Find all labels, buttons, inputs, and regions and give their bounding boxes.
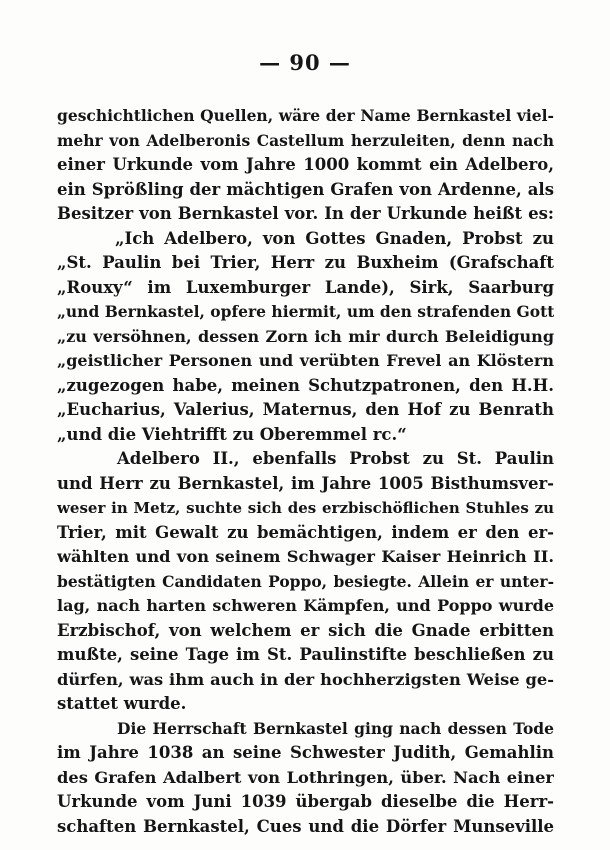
text-line: ein Sprößling der mächtigen Grafen von Ardenne, als [57, 179, 554, 199]
text-line: schaften Bernkastel, Cues und die Dörfer Munseville [57, 816, 554, 836]
text-line: geschichtlichen Quellen, wäre der Name Bernkastel viel- [57, 106, 554, 125]
page-number: — 90 — [259, 50, 351, 75]
text-line: wählten und von seinem Schwager Kaiser Heinrich II. [57, 547, 554, 566]
text-line: Besitzer von Bernkastel vor. In der Urkunde heißt es: [57, 204, 554, 223]
text-line: Adelbero II., ebenfalls Probst zu St. Paulin [117, 449, 554, 468]
text-line: „und Bernkastel, opfere hiermit, um den strafenden Gott [57, 302, 554, 321]
text-line: „Rouxy“ im Luxemburger Lande), Sirk, Saarburg [57, 277, 554, 297]
text-line: und Herr zu Bernkastel, im Jahre 1005 Bisthumsver- [57, 473, 554, 493]
text-line: bestätigten Candidaten Poppo, besiegte. Allein er unter- [57, 571, 554, 591]
body-text [57, 104, 554, 839]
text-line: „geistlicher Personen und verübten Frevel an Klöstern [57, 351, 554, 370]
text-line: mehr von Adelberonis Castellum herzuleiten, denn nach [57, 130, 554, 150]
text-line: einer Urkunde vom Jahre 1000 kommt ein Adelbero, [57, 155, 554, 174]
text-line: „und die Viehtrifft zu Oberemmel rc.“ [57, 424, 407, 444]
text-line: „zugezogen habe, meinen Schutzpatronen, den H.H. [57, 375, 554, 395]
text-line: stattet wurde. [57, 694, 187, 713]
text-line: Die Herrschaft Bernkastel ging nach dessen Tode [117, 718, 554, 738]
text-line: mußte, seine Tage im St. Paulinstifte beschließen zu [57, 645, 554, 664]
text-line: „Ich Adelbero, von Gottes Gnaden, Probst zu [115, 228, 554, 248]
text-line: Trier, mit Gewalt zu bemächtigen, indem er den er- [57, 522, 554, 542]
text-line: im Jahre 1038 an seine Schwester Judith, Gemahlin [57, 743, 554, 762]
text-line: weser in Metz, suchte sich des erzbischöflichen Stuhles zu [57, 499, 554, 517]
text-line: „St. Paulin bei Trier, Herr zu Buxheim (Grafschaft [57, 253, 554, 272]
text-line: des Grafen Adalbert von Lothringen, über. Nach einer [57, 767, 554, 787]
text-line: „Eucharius, Valerius, Maternus, den Hof zu Benrath [57, 400, 554, 419]
text-line: Urkunde vom Juni 1039 übergab dieselbe die Herr- [57, 792, 554, 811]
text-line: lag, nach harten schweren Kämpfen, und Poppo wurde [57, 596, 554, 615]
text-line: dürfen, was ihm auch in der hochherzigsten Weise ge- [57, 669, 554, 689]
text-line: Erzbischof, von welchem er sich die Gnade erbitten [57, 620, 554, 640]
text-line: „zu versöhnen, dessen Zorn ich mir durch Beleidigung [57, 326, 554, 346]
